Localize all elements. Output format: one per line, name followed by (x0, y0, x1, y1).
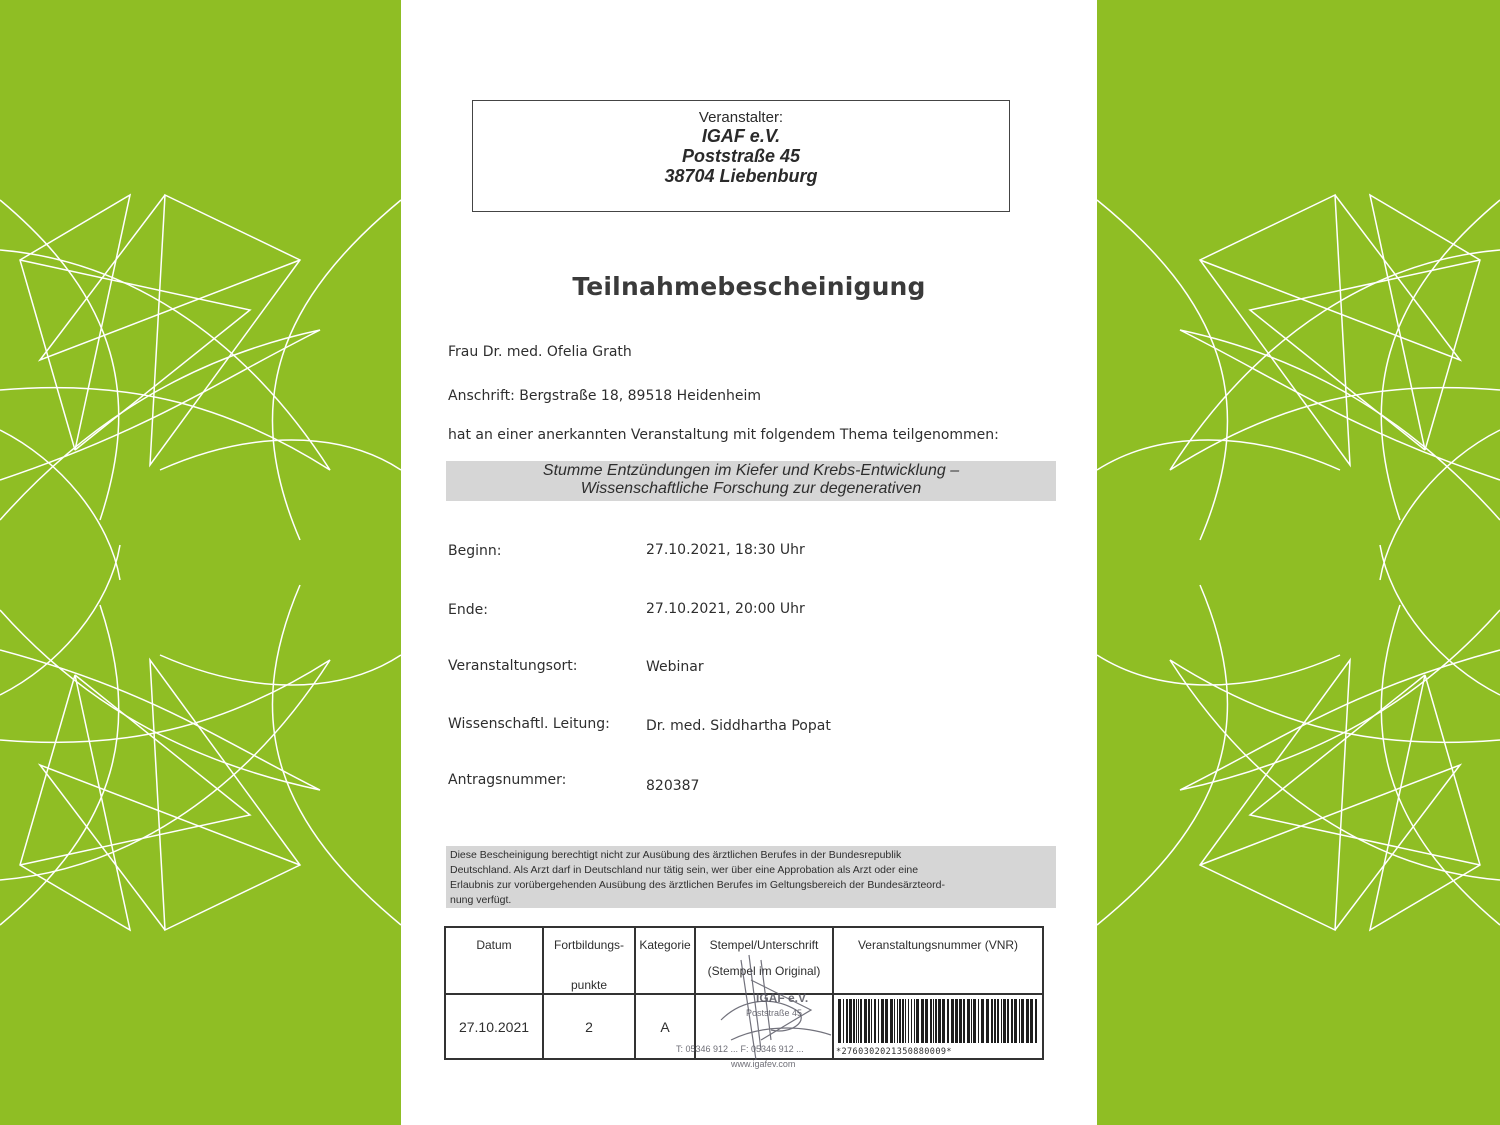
barcode-bar (1007, 999, 1009, 1043)
detail-label-application-number: Antragsnummer: (448, 772, 567, 788)
disclaimer-line-2: Deutschland. Als Arzt darf in Deutschland nur tätig sein, wer über eine Approbation als Arzt oder eine (450, 864, 919, 876)
vnr-barcode (834, 995, 1042, 1058)
barcode-bar (858, 999, 859, 1043)
organizer-name: IGAF e.V. (701, 126, 781, 146)
barcode-bar (1003, 999, 1006, 1043)
participant-name: Frau Dr. med. Ofelia Grath (448, 344, 632, 360)
barcode-bar (914, 999, 915, 1043)
barcode-bar (885, 999, 888, 1043)
barcode-bar (933, 999, 934, 1043)
barcode-bar (942, 999, 945, 1043)
right-decorative-panel (1097, 0, 1500, 1125)
value-category: A (635, 994, 695, 1059)
barcode-bar (978, 999, 979, 1043)
topic-line-2: Wissenschaftliche Forschung zur degenerativen (580, 480, 922, 497)
barcode-bar (1035, 999, 1037, 1043)
organizer-box (472, 100, 1010, 212)
ornament-right (1097, 0, 1500, 1125)
barcode-bar (911, 999, 912, 1043)
barcode-bar (897, 999, 898, 1043)
event-topic (446, 461, 1056, 501)
barcode-bar (1014, 999, 1017, 1043)
barcode-bar (860, 999, 862, 1043)
detail-value-end: 27.10.2021, 20:00 Uhr (646, 601, 805, 617)
barcode-bar (871, 999, 872, 1043)
certificate-document (401, 0, 1097, 1125)
barcode-bar (890, 999, 893, 1043)
barcode-bar (881, 999, 884, 1043)
barcode-bar (868, 999, 870, 1043)
detail-value-start: 27.10.2021, 18:30 Uhr (646, 542, 805, 558)
value-stamp-cell (695, 994, 833, 1059)
barcode-bar (963, 999, 965, 1043)
detail-value-location: Webinar (646, 659, 704, 675)
barcode-bar (938, 999, 941, 1043)
participant-address: Anschrift: Bergstraße 18, 89518 Heidenheim (448, 388, 762, 404)
barcode-bar (908, 999, 909, 1043)
detail-label-start: Beginn: (448, 543, 502, 559)
barcode-bar (973, 999, 976, 1043)
stamp-phone: T: 05346 912 ... F: 05346 912 ... (676, 1044, 804, 1054)
detail-label-location: Veranstaltungsort: (448, 658, 578, 674)
disclaimer-line-3: Erlaubnis zur vorübergehenden Ausübung des ärztlichen Berufes im Geltungsbereich der Bundesärzteord- (450, 879, 945, 891)
header-category: Kategorie (635, 927, 695, 994)
left-decorative-panel (0, 0, 401, 1125)
barcode-bar (849, 999, 852, 1043)
barcode-bar (935, 999, 937, 1043)
barcode-bar (971, 999, 972, 1043)
barcode-bar (899, 999, 901, 1043)
vnr-number: *2760302021350880009* (836, 1047, 952, 1057)
disclaimer-line-1: Diese Bescheinigung berechtigt nicht zur Ausübung des ärztlichen Berufes in der Bundesrepublik (450, 849, 902, 861)
detail-value-application-number: 820387 (646, 778, 700, 794)
barcode-bar (864, 999, 867, 1043)
value-date: 27.10.2021 (445, 994, 543, 1059)
value-vnr-cell (833, 994, 1043, 1059)
barcode-icon (834, 995, 1042, 1047)
barcode-bar (925, 999, 928, 1043)
header-date: Datum (445, 927, 543, 994)
barcode-bar (1019, 999, 1020, 1043)
attendance-statement: hat an einer anerkannten Veranstaltung mit folgendem Thema teilgenommen: (448, 427, 999, 443)
barcode-bar (856, 999, 857, 1043)
barcode-bar (874, 999, 876, 1043)
barcode-bar (853, 999, 855, 1043)
header-stamp: Stempel/Unterschrift (Stempel im Original) (695, 927, 833, 994)
barcode-bar (843, 999, 844, 1043)
organizer-city: 38704 Liebenburg (664, 166, 818, 186)
barcode-bar (997, 999, 999, 1043)
barcode-bar (902, 999, 904, 1043)
disclaimer-line-4: nung verfügt. (450, 894, 512, 906)
organizer-street: Poststraße 45 (681, 146, 801, 166)
barcode-bar (905, 999, 906, 1043)
barcode-bar (1011, 999, 1013, 1043)
barcode-bar (1026, 999, 1029, 1043)
barcode-bar (986, 999, 989, 1043)
barcode-bar (981, 999, 984, 1043)
barcode-bar (921, 999, 924, 1043)
header-points: Fortbildungs- punkte (543, 927, 635, 994)
barcode-bar (951, 999, 954, 1043)
barcode-bar (955, 999, 958, 1043)
barcode-bar (1001, 999, 1002, 1043)
stamp-street: Poststraße 45 (746, 1008, 803, 1018)
barcode-bar (1030, 999, 1033, 1043)
document-title: Teilnahmebescheinigung (572, 272, 926, 301)
ornament-left (0, 0, 401, 1125)
barcode-bar (1021, 999, 1024, 1043)
table-value-row (445, 994, 1043, 1059)
barcode-bar (916, 999, 919, 1043)
barcode-bar (959, 999, 962, 1043)
barcode-bar (878, 999, 879, 1043)
table-header-row (445, 927, 1043, 994)
value-points: 2 (543, 994, 635, 1059)
stamp-web: www.igafev.com (731, 1059, 796, 1069)
barcode-bar (991, 999, 993, 1043)
barcode-bar (894, 999, 895, 1043)
stamp-name: IGAF e.V. (756, 991, 809, 1005)
organizer-label: Veranstalter: (698, 109, 784, 126)
barcode-bar (994, 999, 996, 1043)
barcode-bar (838, 999, 841, 1043)
detail-value-lead: Dr. med. Siddhartha Popat (646, 718, 831, 734)
certificate-table (444, 926, 1044, 1060)
detail-label-end: Ende: (448, 602, 488, 618)
topic-line-1: Stumme Entzündungen im Kiefer und Krebs-Entwicklung – (542, 462, 960, 479)
barcode-bar (947, 999, 949, 1043)
barcode-bar (967, 999, 970, 1043)
detail-label-lead: Wissenschaftl. Leitung: (448, 716, 610, 732)
barcode-bar (846, 999, 848, 1043)
legal-disclaimer (446, 846, 1056, 908)
barcode-bar (930, 999, 932, 1043)
header-vnr: Veranstaltungsnummer (VNR) (833, 927, 1043, 994)
